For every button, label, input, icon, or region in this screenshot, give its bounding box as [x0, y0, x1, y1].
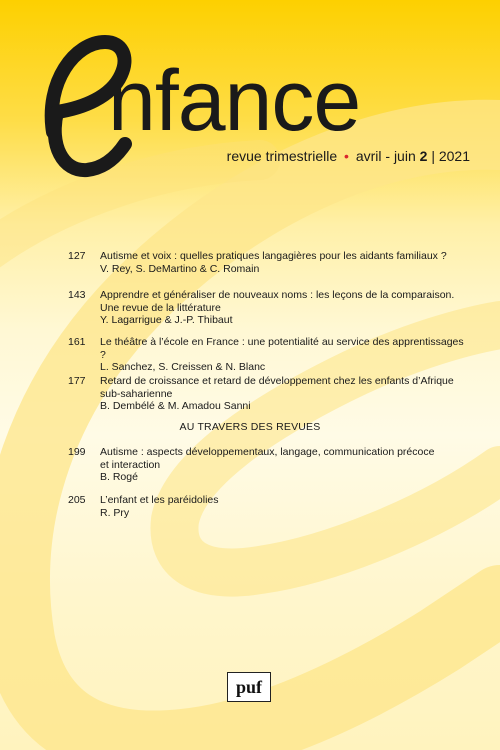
publisher-logo-text: puf	[235, 676, 262, 697]
section-heading: AU TRAVERS DES REVUES	[179, 421, 321, 433]
toc-page-number: 199	[68, 446, 86, 458]
toc-page-number: 127	[68, 250, 86, 262]
toc-article-title-continued: Une revue de la littérature	[100, 301, 221, 314]
toc-page-number: 143	[68, 289, 86, 301]
subtitle-issue-number: 2	[419, 148, 428, 164]
subtitle-year: 2021	[438, 148, 470, 164]
issue-subtitle	[0, 148, 470, 164]
subtitle-separator: |	[431, 148, 435, 164]
toc-entry	[68, 336, 468, 374]
toc-article-title: L’enfant et les paréidolies	[100, 494, 219, 506]
toc-page-number: 177	[68, 375, 86, 387]
toc-entry	[68, 446, 468, 484]
toc-article-title: Autisme : aspects développementaux, langage, communication précoce	[100, 446, 435, 458]
logo-wordmark: nfance	[108, 53, 361, 149]
toc-article-title-continued: et interaction	[100, 458, 161, 471]
toc-article-authors: B. Dembélé & M. Amadou Sanni	[100, 400, 251, 412]
toc-article-authors: B. Rogé	[100, 471, 138, 483]
toc-entry	[68, 494, 468, 519]
toc-article-authors: R. Pry	[100, 506, 130, 519]
toc-article-title: Retard de croissance et retard de développement chez les enfants d’Afrique	[100, 375, 454, 387]
toc-article-authors: V. Rey, S. DeMartino & C. Romain	[100, 262, 260, 275]
publisher-logo	[227, 672, 271, 702]
toc-article-title: Le théâtre à l’école en France : une potentialité au service des apprentissages ?	[100, 336, 464, 361]
toc-article-authors: Y. Lagarrigue & J.-P. Thibaut	[100, 314, 233, 326]
toc-article-authors: L. Sanchez, S. Creissen & N. Blanc	[100, 361, 266, 373]
subtitle-label: revue trimestrielle	[226, 148, 338, 164]
toc-entry	[68, 375, 468, 413]
toc-article-title: Autisme et voix : quelles pratiques langagières pour les aidants familiaux ?	[100, 250, 447, 262]
logo-initial-text: e	[25, 20, 26, 21]
toc-entry	[68, 250, 468, 275]
toc-article-title-continued: sub-saharienne	[100, 387, 173, 400]
toc-entry	[68, 289, 468, 327]
subtitle-bullet: •	[344, 148, 349, 164]
subtitle-period: avril - juin	[355, 148, 416, 164]
toc-article-title: Apprendre et généraliser de nouveaux noms : les leçons de la comparaison.	[100, 289, 455, 301]
toc-page-number: 205	[68, 494, 86, 506]
toc-page-number: 161	[68, 336, 86, 348]
